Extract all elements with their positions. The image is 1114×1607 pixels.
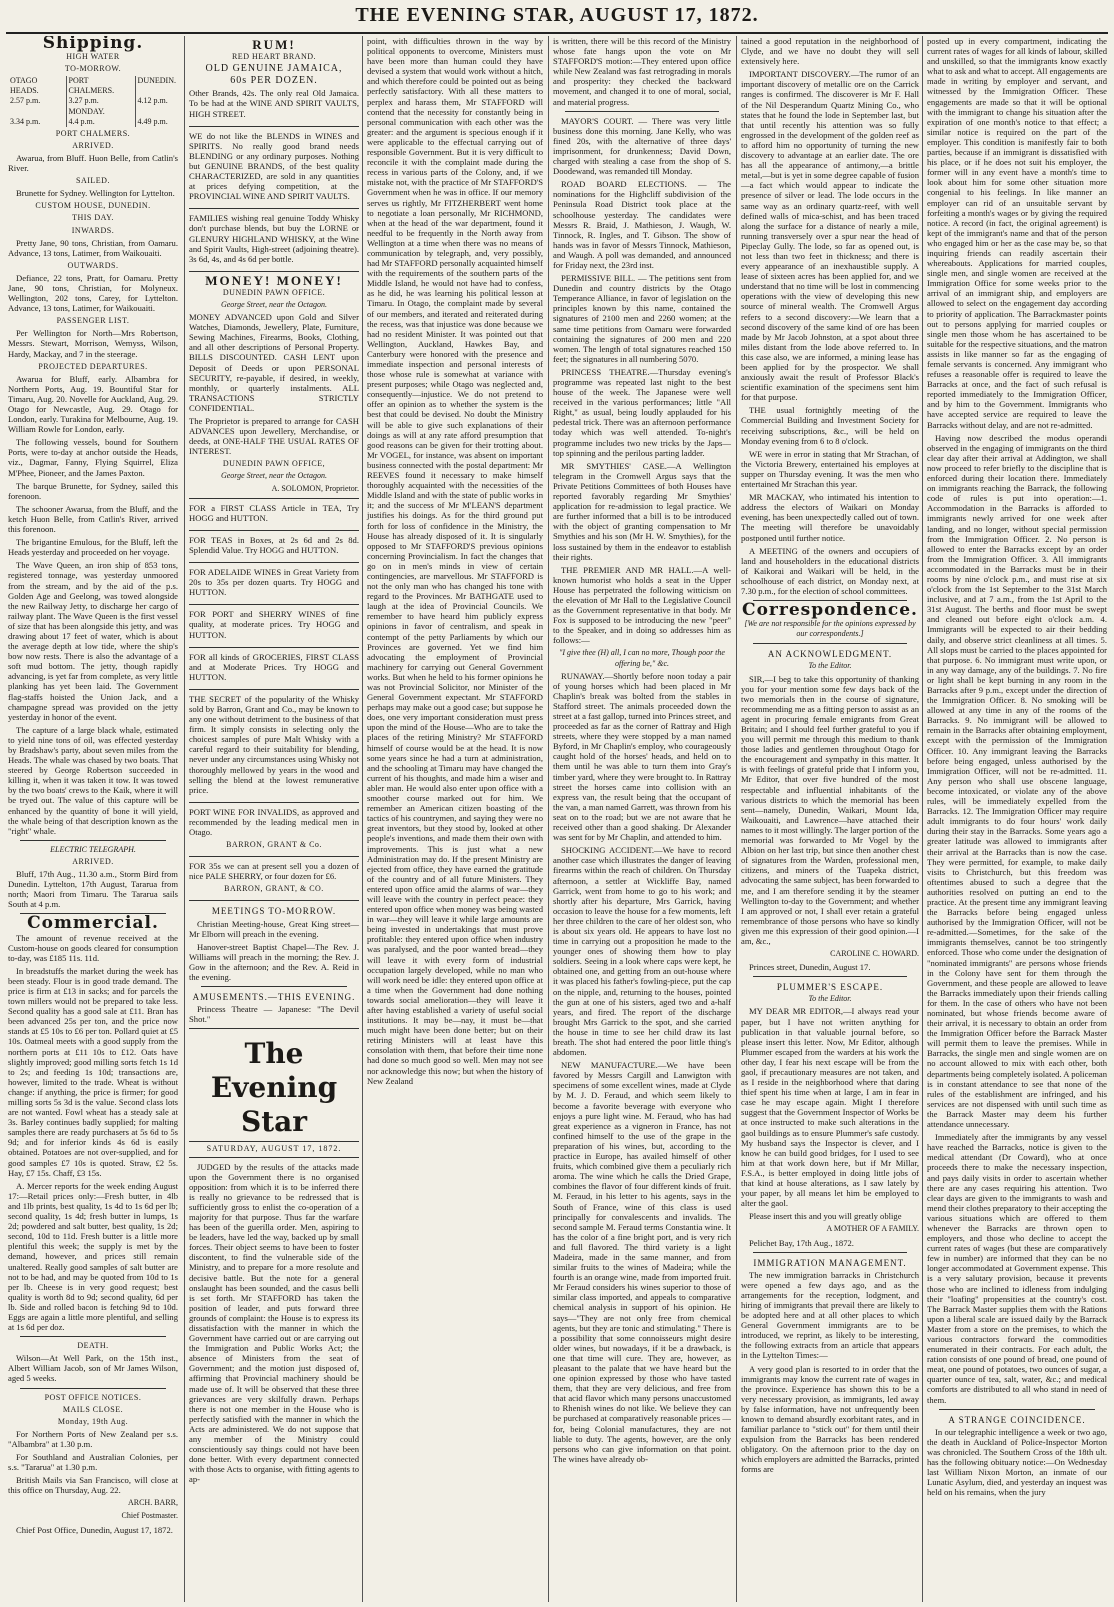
families-advertisement — [189, 213, 359, 271]
divider — [753, 976, 907, 977]
news-item: MR MACKAY, who intimated his intention to address the electors of Waikari on Monday evening, has been unexpectedly called out of town. The meeting will therefore be unavoidably postponed until further notice. — [741, 492, 919, 543]
hogg-hutton-advertisement — [189, 652, 359, 690]
immigration-text-continued: posted up in every compartment, indicating the current rates of wages for all kinds of labour, skilled and unskilled, so that the immigrants know exactly what to ask and what to accept. All engagements are made in writing by employer and servant, and witnessed by the Immigration Officer. These engagements are made so that it will be optional with the immigrant to change his situation after the expiration of one month's notice to that effect; a similar notice is required on the part of the employer. This condition is manifestly fair to both parties, because if an immigrant is dissatisfied with his place, or if he does not suit his employer, the former will in any event have a month's time to look about him for some other situation more congenial to his feelings. In like manner an employer can rid of an unsuitable servant by forfeiting a month's wages or by giving the required notice. A record (in fact, the original agreement) is kept of the immigrant's name and that of the person who engaged him or her as the case may be, so that inquiring friends can readily ascertain their whereabouts. Applications for married couples, single men, and single women are received at the Immigration Office for some weeks prior to the arrival of an immigrant ship, and employers are allowed to select on the engagement day according to priority of application. The Barrackmaster points out to persons applying for married couples or single men those whom he has ascertained to be suitable for the respective situations, and the matron assists in like manner so far as the engaging of female servants is concerned. Any immigrant who refuses a reasonable offer is required to leave the Barracks at once, and the fact of such refusal is reported immediately to the Immigration Officer, and by him to the Government. Immigrants who have accepted service are required to leave the Barracks without delay, and are not re-admitted. — [927, 36, 1107, 430]
money-title: MONEY! MONEY! — [205, 272, 343, 288]
letter-text: MY DEAR MR EDITOR,—I always read your paper, but I have not written anything for publication in that valuable journal before, so please insert this letter. Now, Mr Editor, although Plummer escaped from the warders at his work the other day, I fear his next escape will be from the gaol, if precautionary measures are not taken, and as I reside in the neighborhood where that daring thief spent his time when at large, I am in fear in case he may escape again. Might I therefore suggest that the Government Inspector of Works be at once instructed to make such alterations in the gaol buildings as to ensure Plummer's safe custody. My husband says the Inspector is clever, and I know he can build good bridges, for I used to see him at that work down here, but if Mr Millar, F.S.A., is better employed in doing little jobs of that kind at house alterations, as I saw lately by your paper, by all means let him be employed to alter the gaol. — [741, 1006, 919, 1209]
newspaper-title: THE EVENING STAR, AUGUST 17, 1872. — [355, 4, 759, 26]
arrived-label: ARRIVED. — [72, 140, 114, 150]
death-text: Wilson—At Well Park, on the 15th inst., Albert William Jacob, son of Mr James Wilson, aged 5 weeks. — [8, 1353, 178, 1384]
ad-text: FOR all kinds of GROCERIES, FIRST CLASS and at Moderate Prices. Try HOGG and HUTTON. — [189, 651, 359, 682]
commercial-paragraph: In breadstuffs the market during the week has been steady. Flour is in good trade demand. The price is firm at £13 in sacks; and for parcels the town millers would not be prepared to take less. Second quality has a good sale at £11. Bran has been advanced 25s per ton, and the price now stands at £5 10s to £6 per ton. Pollard quiet at £5 10s. Oatmeal meets with a good supply from the northern ports at £11 10s to £12. Oats have slightly improved; good milling sorts fetch 1s 1d to 2s; and feeding 1s 10d; transactions are, however, limited to the trade. Wheat is without change: if anything, the price is firmer; for good milling sorts 5s 3d is the value. Second class lots are not wanted. Fowl wheat has a steady sale at 3s. Barley continues badly supplied; for malting samples there are ready purchasers at 5s 6d to 5s 9d; and for inferior kinds 4s 6d is easily obtained. Potatoes are not over-supplied, and for good samples £7 10s is quoted. Straw, £2 5s. Hay, £7 15s. Chaff, £3 15s. — [8, 965, 178, 1178]
shipping-paragraph: The brigantine Emulous, for the Bluff, left the Heads yesterday and proceeded on her voyage. — [8, 537, 178, 558]
shipping-paragraph: The schooner Awarua, from the Bluff, and the ketch Huon Belle, from Catlin's River, arrived this forenoon. — [8, 503, 178, 535]
post-text: For Northern Ports of New Zealand per s.s. "Albambra" at 1.30 p.m. — [8, 1428, 178, 1449]
plummer-heading: PLUMMER'S ESCAPE. — [776, 982, 884, 993]
ad-text: THE SECRET of the popularity of the Whisky sold by Barron, Grant and Co., may be known to any one without detriment to the business of that firm. It simply consists in selecting only the choicest samples of pure Malt Whisky with a careful regard to their suitability for blending, never under any circumstances using Whisky not thoroughly mellowed by years in the wood and selling the blend at the lowest remunerative price. — [189, 693, 359, 795]
divider — [565, 111, 719, 112]
post-signature: ARCH. BARR, — [127, 1498, 178, 1508]
post-signature-place: Chief Post Office, Dunedin, August 17, 1872. — [16, 1524, 173, 1535]
sailed-text: Brunette for Sydney. Wellington for Lyttelton. — [16, 188, 175, 199]
tide-header: PORT CHALMERS. — [66, 76, 135, 96]
pawn-advertisement — [189, 272, 359, 499]
pawn-signature-address: George Street, near the Octagon. — [220, 471, 328, 481]
ad-text: FOR a FIRST CLASS Article in TEA, Try HOGG and HUTTON. — [189, 502, 359, 523]
to-editor-label: To the Editor. — [808, 994, 852, 1004]
column-3 — [362, 36, 547, 1602]
passenger-text: Per Wellington for North—Mrs Robertson, Messrs. Stewart, Morrison, Wemyss, Wilson, Hardy, Mackay, and 7 in the steerage. — [8, 328, 178, 359]
news-item-continued: tained a good reputation in the neighborhood of Clyde, and we have no doubt they will sell extensively here. — [741, 36, 919, 67]
outwards-text: Defiance, 22 tons, Pratt, for Oamaru. Pretty Jane, 90 tons, Christian, for Molyneux. Wellington, 202 tons, Carey, for Lyttelton. Advance, 13 tons, Latimer, for Waikouaiti. — [8, 272, 178, 314]
shipping-paragraph: The Wave Queen, an iron ship of 853 tons, registered tonnage, was yesterday unmoored from the stream, and by the aid of the p.s. Golden Age and Geelong, was towed alongside the new Railway Jetty, to discharge her cargo of railway plant. The Wave Queen is the first vessel of size that has been alongside this jetty, and was drawing about 17 feet of water, which is about the average depth at low tide, where the ship's bow now rests. There is also the advantage of a soft mud bottom. The jetty, though rapidly advancing, is yet far from complete, as very little planking has yet been laid. The Government flag-staffs hoisted the Union Jack, and a champagne spread was provided on the jetty yesterday in honor of the event. — [8, 560, 178, 722]
commercial-paragraph: A. Mercer reports for the week ending August 17:—Retail prices only:—Fresh butter, in 4lb and 1lb prints, best quality, 1s 4d to 1s 6d per lb; second quality, 1s 4d; fresh butter in lumps, 1s 2d; powdered and salt butter, best quality, 1s 2d; second, 10d to 11d. Fresh butter is a little more plentiful this week; the supply is met by the demand, however, and prices still remain unaltered. Really good samples of salt butter are not to be had, and may be quoted from 10d to 1s per lb. Cheese is in very good request; best quality is worth 8d to 9d; second quality, 6d per lb. Side and rolled bacon is fetching 9d to 10d. Eggs are again a little more plentiful, and selling at 1s 6d per doz. — [8, 1180, 178, 1333]
post-date: Monday, 19th Aug. — [57, 1416, 129, 1426]
leader-article-continued: point, with difficulties thrown in the way by political opponents to overcome, Ministers must have been more than human could they have devised a system that would work without a hitch, and which therefore could be pointed out as being perfectly satisfactory. With all these matters to perplex and harass them, Mr STAFFORD will contend that the necessity for constantly being in personal communication with each other was the greater: and the argument is specious enough if it were applicable to the effectual carrying out of responsible Government. But it is very difficult to reconcile it with the complaint made during the recess in various parts of the Colony, and, if we mistake not, with the practice of Mr STAFFORD'S Government when he was in office. If our memory serves us rightly, Mr FITZHERBERT went home to negotiate a loan personally, Mr RICHMOND, when at the head of the war department, found it needful to be frequently in the North away from Wellington at a time when there was no means of communication by telegraph, and, very possibly, had Mr STAFFORD personally acquainted himself with the requirements of the southern parts of the Middle Island, he would not have had to confess, as he did, he was learning his political lesson at Timaru. In Otago, the complaint made by several of our members, and iterated and reiterated during the recess, was that injustice was done because we had no resident Minister. It was pointed out that Wellington, Auckland, Hawkes Bay, and Canterbury were honored with the presence and immediate inspection and personal interests of those whose rule is somewhat at variance with present purposes; while Otago was neglected and, consequently—injustice. We do not pretend to offer an opinion as to whether the system is the best that could be devised. No doubt the Ministry will be able to give such explanations of their doings as will at any rate afford presumption that good reasons can be given for their trotting about. Mr VOGEL, for instance, was absent on important business connected with the postal department: Mr REEVES found it necessary to make himself thoroughly acquainted with the necessities of the Middle Island and with the state of public works in it; and the success of Mr M'LEAN'S department justifies his doings. As for the third ground put forth for loss of confidence in the Ministry, the House has already disposed of it. It is singularly opposed to Mr STAFFORD'S previous opinions concerning Provincialism. In fact the changes that go on in men's minds in view of certain contingencies, are marvellous. Mr STAFFORD is not the only man who has changed his tone with regard to the Provinces. Mr BATHGATE used to laugh at the idea of Provincial Councils. We remember to have heard him publicly express opinions in favor of centralism, and speak in contempt of the petty Parliaments by which our Provinces are governed. Yet we find him advocating the employment of Provincial machinery for carrying out General Government works. But when he held to his former opinions he was not Provincial Solicitor, nor Minister of the General Government expectant. Mr STAFFORD perhaps may make out a good case; but suppose he does, one very important consideration must press upon the mind of the House—Who are to take the places of the retiring Ministry? Mr STAFFORD himself of course would be at the head. It is now some years since he had a turn at administration, and the schooling at Timaru may have changed the current of his thoughts, and made him a wiser and abler man. He would also enter upon office with a smoother course marked out for him. We remember an American citizen boasting of the tactics of his countrymen, and saying they were no great inventors, but they stood by, looked at other people's inventions, and made them their own with improvements. This is just what a new Administration may do. If the present Ministry are ejected from office, they have earned the gratitude of the country and of all future Ministers. They entered upon office amid the alarms of war—they will leave with the country in perfect peace: they entered upon office when money was being wasted in war—they will leave it while large amounts are being invested in undertakings that must prove profitable: they entered upon office when industry was paralysed, and the poor wanted bread—they will leave it with every form of industrial occupation largely developed, while no man who will work need be idle: they entered upon office at a time when the Government had done nothing towards social amelioration—they will leave it after having established a variety of useful social institutions. It may be—nay, it must be—that much might have been done better; but on their retiring Ministers will at least have this consolation with them, that before their time none had done so much good so well. Men may not see nor acknowledge this now; but when the history of New Zealand — [367, 36, 543, 1086]
strange-coincidence-text: In our telegraphic intelligence a week or two ago, the death in Auckland of Police-Inspector Morton was chronicled. The Southern Cross of the 18th ult. has the following obituary notice:—On Wednesday last William Nixon Morton, an inmate of our Lunatic Asylum, died, and yesterday an inquest was held on his remains, when the jury — [927, 1426, 1107, 1498]
commercial-paragraph: The amount of revenue received at the Custom-house on goods cleared for consumption to-day, was £185 11s. 11d. — [8, 932, 178, 963]
ad-text: FOR ADELAIDE WINES in Great Variety from 20s to 35s per dozen quarts. Try HOGG and HUTTON. — [189, 567, 359, 598]
tide-cell: 2.57 p.m. — [10, 96, 41, 106]
ad-text: PORT WINE FOR INVALIDS, as approved and recommended by the leading medical men in Otago. — [189, 806, 359, 837]
rum-text: Other Brands, 42s. The only real Old Jamaica. To be had at the WINE AND SPIRIT VAULTS, HIGH STREET. — [189, 88, 359, 119]
blends-text: WE do not like the BLENDS in WINES and SPIRITS. No really good brand needs BLENDING or any ordinary purposes. Nothing but GENUINE BRANDS, of the best quality CHARACTERIZED, are sold in any quantities at prices defying competition, at the PROVINCIAL WINE AND SPIRIT VAULTS. — [189, 130, 359, 202]
news-item: WE were in error in stating that Mr Strachan, of the Victoria Brewery, entertained his employes at supper on Thursday evening. It was the men who entertained Mr Strachan this year. — [741, 448, 919, 490]
rum-subtitle: RED HEART BRAND. — [231, 52, 317, 62]
advertiser-name: BARRON, GRANT & Co. — [226, 840, 322, 850]
post-signature-title: Chief Postmaster. — [121, 1511, 178, 1521]
column-6 — [922, 36, 1107, 1602]
tide-header: OTAGO HEADS. — [10, 76, 39, 96]
verse-quote: "I give thee (H) all, I can no more, Though poor the offering be," &c. — [559, 648, 725, 668]
letter-signature: CAROLINE C. HOWARD. — [830, 949, 919, 959]
inwards-text: Pretty Jane, 90 tons, Christian, from Oamaru. Advance, 13 tons, Latimer, from Waikouaiti. — [8, 237, 178, 258]
news-item: RUNAWAY.—Shortly before noon today a pair of young horses which had been placed in Mr Chaplin's break was bolted from the stables in Stafford street. The animals proceeded down the street at a fast gallop, turned into Princes street, and proceeded as far as the corner of Rattray and High streets, where they were stopped by a man named Byford, in Mr Chaplin's employ, who courageously caught hold of the horses' heads, and held on to them until he was able to turn them into Gray's timber yard, where they were brought to. In Rattray street the horses came into collision with an express van, the result being that the occupant of the van, a man named Garrett, was thrown from his seat on to the road; but we are not aware that he received other than a good shaking. Dr Alexander was sent for by Mr Chaplin, and attended to him. — [553, 670, 731, 843]
this-day-label: THIS DAY. — [72, 213, 114, 223]
families-text: FAMILIES wishing real genuine Toddy Whisky don't purchase blends, but buy the LORNE or GLENURY HIGHLAND WHISKY, at the Wine and Spirit Vaults, High-street (adjoining theatre). 3s 6d, 4s, and 4s 6d per bottle. — [189, 213, 359, 264]
masthead-rule — [6, 32, 1108, 34]
inwards-label: INWARDS. — [71, 225, 115, 235]
pawn-proprietor: A. SOLOMON, Proprietor. — [271, 483, 359, 493]
rum-price: 60s PER DOZEN. — [230, 75, 318, 87]
port-wine-advertisement — [189, 807, 359, 857]
letter-signature: A MOTHER OF A FAMILY. — [826, 1224, 919, 1234]
divider — [20, 1336, 166, 1337]
hogg-hutton-advertisement — [189, 535, 359, 563]
meetings-heading: MEETINGS TO-MORROW. — [211, 906, 337, 917]
editorial-dateline: SATURDAY, AUGUST 17, 1872. — [189, 1141, 359, 1157]
sherry-advertisement — [189, 861, 359, 901]
to-editor-label: To the Editor. — [808, 661, 852, 671]
port-chalmers-heading: PORT CHALMERS. — [55, 128, 131, 138]
hogg-hutton-advertisement — [189, 567, 359, 605]
projected-label: PROJECTED DEPARTURES. — [38, 361, 148, 371]
meetings-text: Hanover-street Baptist Chapel—The Rev. J. Williams will preach in the morning; the Rev. J. Gow in the afternoon; and the Rev. A. Reid in the evening. — [189, 941, 359, 983]
whisky-advertisement — [189, 694, 359, 803]
sailed-label: SAILED. — [76, 176, 110, 186]
ad-text: FOR TEAS in Boxes, at 2s 6d and 2s 8d. Splendid Value. Try HOGG and HUTTON. — [189, 534, 359, 555]
death-heading: DEATH. — [77, 1341, 109, 1351]
meetings-text: Christian Meeting-house, Great King street—Mr Elborn will preach in the evening. — [189, 918, 359, 939]
letter-text: SIR,—I beg to take this opportunity of thanking you for your mention some few days back of the two memorials then in the course of signature, recommending me as a fitting person to assist as an agent in procuring female emigrants from Great Britain; and I should feel further grateful to you if you will permit me through this medium to thank those ladies and gentlemen throughout Otago for the encouragement and sympathy in this matter. It is with feelings of grateful pride that I inform you, Mr Editor, that over five hundred of the most respectable and influential inhabitants of the various districts to which the memorial has been sent—namely, Dunedin, Waikari, Mount Ida, Waikouaiti, and Lawrence—have attached their names to it most willingly. The larger portion of the memorial was forwarded to Mr Vogel by the Albion on her last trip, but since then another chest of signatures from the Warden, professional men, citizens, and miners of the Tuapeka district, advocating the same subject, has been forwarded to me, and I am therefore sending it by the steamer Wellington to-day to the Government; and whether I am approved or not, I shall ever retain a grateful remembrance of those persons who have so kindly given me this expression of their good opinion.—I am, &c., — [741, 673, 919, 946]
post-text: For Southland and Australian Colonies, per s.s. "Tararua" at 1.30 p.m. — [8, 1452, 178, 1473]
commercial-heading: Commercial. — [27, 913, 159, 934]
evening-star-nameplate: The Evening Star — [210, 1037, 338, 1139]
shipping-heading: Shipping. — [42, 36, 144, 53]
pawn-subtitle: George Street, near the Octagon. — [220, 299, 328, 309]
tide-table — [8, 76, 178, 126]
divider — [753, 1252, 907, 1253]
rum-advertisement — [189, 37, 359, 127]
pawn-text-2: The Proprietor is prepared to arrange for CASH ADVANCES upon Jewellery, Merchandise, or deeds, at ONE-HALF THE USUAL RATES OF INTEREST. — [189, 416, 359, 457]
letter-signature-place: Pelichet Bay, 17th Aug., 1872. — [749, 1237, 854, 1248]
hogg-hutton-advertisement — [189, 503, 359, 531]
newspaper-page — [8, 36, 1106, 1602]
passenger-list-label: PASSENGER LIST. — [56, 316, 130, 326]
immigration-heading: IMMIGRATION MANAGEMENT. — [753, 1257, 907, 1268]
strange-coincidence-heading: A STRANGE COINCIDENCE. — [948, 1414, 1086, 1425]
divider — [201, 986, 347, 987]
letter-signature-place: Princes street, Dunedin, August 17. — [749, 962, 871, 973]
divider — [20, 840, 166, 841]
divider — [753, 643, 907, 644]
news-item: PRINCESS THEATRE.—Thursday evening's programme was repeated last night to the best house of the week. The Japanese were well received in the various performances; little "All Right," as usual, being loudly applauded for his pedestal trick. There was an afternoon performance today which was well attended. To-night's programme includes two new tricks by the Japs—top spinning and the perilous parting ladder. — [553, 366, 731, 458]
news-item: THE usual fortnightly meeting of the Commercial Building and Investment Society for receiving subscriptions, &c., will be held on Monday evening from 6 to 8 o'clock. — [741, 405, 919, 446]
masthead — [0, 0, 1114, 30]
tide-cell: 4.4 p.m. — [66, 117, 135, 127]
ad-text: FOR PORT and SHERRY WINES of fine quality, at moderate prices. Try HOGG and HUTTON. — [189, 609, 359, 640]
news-item: NEW MANUFACTURE.—We have been favored by Messrs Cargill and Lanwigton with specimens of some excellent wines, made at Clyde by M. J. D. Feraud, and which seem likely to become a favorite beverage with everyone who enjoys a pure light wine. M. Feraud, who has had great experience as a vigneron in France, has not confined himself to the use of the grape in the preparation of his wines, but, according to the practice in Europe, has availed himself of other fruits, which combined give them a peculiarly rich aroma. The wine which he calls the Dried Grape, combines the flavor of four different kinds of fruit. M. Feraud, in his letter to his agents, says in the South of France, wine of this class is used principally for convalescents and invalids. The second sample M. Feraud terms Constantia wine. It has the color of a fine bright port, and is very rich and full flavored. The third variety is a light Madeira, made in the same manner, and from similar fruits to the wines of Madeira; while the fourth is an orange wine, made from imported fruit. Mr Feraud considers his wines superior to those of similar class imported, and appeals to comparative chemical analysis in support of his opinion. He says—"They are not only free from chemical agents, but they are tonic and stimulating." There is a possibility that some connoisseurs might desire older wines, but nowadays, if it be a drawback, is one that time will cure. They are, however, as pleasant to the palate that we have heard but the one opinion expressed by those who have tasted them, that they are very delicious, and free from that acid flavor which many persons unaccustomed to Rhenish wines do not like. We believe they can be purchased at comparatively reasonable prices —for, being Colonial manufactures, they are not liable to duty. The agents, however, are the only persons who can give information on that point. The wines have already ob- — [553, 1060, 731, 1464]
tide-cell: 3.27 p.m. — [66, 96, 135, 106]
news-item: MR SMYTHIES' CASE.—A Wellington telegram in the Cromwell Argus says that the Private Petitions Committees of both Houses have reported favorably regarding Mr Smythies' application for re-admission to legal practice. We are further informed that a bill is to be introduced with the object of granting compensation to Mr Smythies and his son (Mr H. W. Smythies), for the loss sustained by them in the endeavor to establish their rights. — [553, 460, 731, 562]
disclaimer: [We are not responsible for the opinions expressed by our correspondents.] — [744, 619, 916, 639]
divider — [189, 1028, 359, 1029]
leader-article: JUDGED by the results of the attacks made upon the Government there is no organised opposition: from which it is to be inferred there is really no grievance to be redressed that is sufficiently gross to enlist the co-operation of a majority for that purpose. Thus far the warfare has been of the guerilla order. Men, aspiring to be leaders, have led the way, backed up by small forces. Their object seems to have been to foster discontent, to find the vulnerable side of the Ministry, and to prepare for a more resolute and decisive battle. But the note for a general onslaught has been sounded, and the casus belli is set forth. Mr STAFFORD has taken the position of leader, and puts forward three grounds of complaint: the House is to express its dissatisfaction with the manner in which the Government have carried out or are carrying out the Immigration and Public Works Act; the absence of Ministers from the seat of Government; and the motion just disposed of, affirming that Provincial machinery should be made use of. It will be observed that these three grievances are very skilfully drawn. Perhaps there is not one member in the House who is perfectly satisfied with the manner in which the Acts are administered. We do not suppose that any member of the Ministry could conscientiously say things could not have been done better. With every department connected with those Acts to organise, with fitting agents to ap- — [189, 1161, 359, 1485]
shipping-paragraph: The capture of a large black whale, estimated to yield nine tons of oil, was effected yesterday by Bradshaw's party, about seven miles from the Heads. The whale was chased by two boats. That steered by George Robertson succeeded in killing it, when it was taken it tow. It was towed by the two boats' crews to the Kaik, where it will be tryed out. The value of this capture will be enhanced by the quantity of bone it will yield, the whale being of that description known as the "right" whale. — [8, 724, 178, 836]
post-office-heading: POST OFFICE NOTICES. — [44, 1392, 142, 1402]
pawn-title: DUNEDIN PAWN OFFICE. — [222, 287, 326, 297]
news-item: MAYOR'S COURT. — There was very little business done this morning. Jane Kelly, who was fined 20s, with the alternative of three days' imprisonment, for drunkenness; David Down, charged with stealing a case from the shop of S. Doodewand, was remanded till Monday. — [553, 115, 731, 177]
column-2 — [184, 36, 363, 1602]
column-4 — [548, 36, 735, 1602]
telegraph-arrived-label: ARRIVED. — [72, 856, 114, 866]
letter-text: Please insert this and you will greatly oblige — [749, 1211, 902, 1222]
blends-advertisement — [189, 131, 359, 210]
immigration-text: Immediately after the immigrants by any vessel have reached the Barracks, notice is given to the medical attendant (Dr Coward), who at once proceeds there to make the necessary inspection, and pays daily visits in order to ascertain whether there are any cases requiring his attention. Two clear days are given to the immigrants to wash and mend their clothes preparatory to their accepting the various situations which are offered to them whenever the Barracks are thrown open to employers, and those who decline to accept the current rates of wages (but these are comparatively few in number) are informed that they can be no longer accommodated at Government expense. This is a very salutary provision, because it prevents those who are inclined to idleness from indulging their "loafing" propensities at the country's cost. The Barrack Master supplies them with the Rations upon a liberal scale are issued daily by the Barrack Master from a store on the premises, to which the various contractors forward the commodities enumerated in their contracts. For each adult, the ration consists of one pound of bread, one pound of meat, one pound of potatoes, two ounces of sugar, a quarter ounce of tea, salt, water, &c.; and medical comforts are distributed to all who stand in need of them. — [927, 1132, 1107, 1405]
news-item: SHOCKING ACCIDENT.—We have to record another case which illustrates the danger of leaving firearms within the reach of children. On Thursday afternoon, a settler at Wickliffe Bay, named Garrick, went from home to go to his work; and shortly after his departure, Mrs Garrick, having occasion to leave the house for a few moments, left her three children to the care of her oldest son, who is about six years old. He appears to have lost no time in carrying out a proposition he made to the younger ones of showing them how to play soldiers. Seeing in a look where caps were kept, he obtained one, and getting from an out-house where it was placed his father's fowling-piece, put the cap on the nipple, and, returning to the houses, pointed the gun at one of his sisters, aged two and a-half years, and fired. The report of the discharge brought Mrs Garrick to the spot, and she carried the house in time to see her child draw its last breath. The shot had entered the poor little thing's abdomen. — [553, 845, 731, 1058]
arrived-text: Awarua, from Bluff. Huon Belle, from Catlin's River. — [8, 152, 178, 174]
news-item: ROAD BOARD ELECTIONS. — The nominations for the Highcliff subdivision of the Peninsula Road District took place at the schoolhouse yesterday. The candidates were Messrs R. Braid, J. Mathieson, J. Waugh, W. Tinnock, R. Ingles, and T. Gibson. The show of hands was in favor of Messrs Tinnock, Mathieson, and Waugh. A poll was demanded, and announced for Friday next, the 23rd inst. — [553, 179, 731, 270]
immigration-text: A very good plan is resorted to in order that the immigrants may know the current rate of wages in the province. Experience has shown this to be a very necessary provision, as immigrants, led away by false information, have not unfrequently been known to demand absurdly exorbitant rates, and in familiar parlance to "stick out" for them until their expulsion from the Barracks has been rendered obligatory. On the afternoon prior to the day on which employers are admitted the Barracks, printed forms are — [741, 1363, 919, 1475]
rum-headline: OLD GENUINE JAMAICA, — [205, 63, 343, 75]
advertiser-name: BARRON, GRANT, & CO. — [224, 884, 324, 894]
outwards-label: OUTWARDS. — [67, 260, 119, 270]
tide-cell: 3.34 p.m. — [10, 116, 41, 126]
projected-text: Awarua for Bluff, early. Albambra for Northern Ports, Aug. 19. Bountiful Star for Timaru, Aug. 20. Novelle for Auckland, Aug. 29. Otago for Newcastle, Aug. 29. Otago for London, early. Turakina for Melbourne, Aug. 19. William Rowle for London, early. — [8, 373, 178, 435]
news-item: THE PREMIER AND MR HALL.—A well-known humorist who holds a seat in the Upper House has perpetrated the following witticism on the elevation of Mr Hall to the Legislative Council as the Government representative in that body. Mr Fox is supposed to be introducing the new "peer" to the Speaker, and in doing so addresses him as follows:— — [553, 564, 731, 646]
tide-header: DUNEDIN. — [135, 76, 178, 96]
ad-text: FOR 35s we can at present sell you a dozen of nice PALE SHERRY, or four dozen for £6. — [189, 861, 359, 882]
column-5 — [736, 36, 923, 1602]
column-1 — [8, 36, 182, 1602]
news-item: A MEETING of the owners and occupiers of land and householders in the educational districts of Kaikorai and Waikari will be held, in the schoolhouse of each district, on Monday next, at 7.30 p.m., for the election of school committees. — [741, 545, 919, 596]
post-text: British Mails via San Francisco, will close at this office on Thursday, Aug. 22. — [8, 1475, 178, 1496]
shipping-paragraph: The barque Brunette, for Sydney, sailed this forenoon. — [8, 480, 178, 501]
divider — [939, 1409, 1095, 1410]
rum-title: RUM! — [252, 37, 296, 52]
tide-cell: 4.12 p.m. — [135, 96, 178, 106]
custom-house-heading: CUSTOM HOUSE, DUNEDIN. — [35, 201, 151, 211]
acknowledgment-heading: AN ACKNOWLEDGMENT. — [767, 649, 893, 660]
correspondence-heading: Correspondence. — [742, 600, 918, 621]
shipping-paragraph: The following vessels, bound for Southern Ports, were to-day at anchor outside the Heads, viz., Dagmar, Fanny, Flying Squirrel, Eliza M'Phee, Pioneer, and the James Paxton. — [8, 437, 178, 478]
immigration-text: Having now described the modus operandi observed in the engaging of immigrants on the third clear day after their arrival at Addington, we shall now proceed to refer briefly to the discipline that is enforced during their location there. Immediately on immigrants reaching the Barrack, the following code of rules is put into operation:—1. Accommodation in the Barracks is afforded to immigrants newly arrived for one week after landing, and no longer, without special permission from the Immigration Officer. 2. No person is allowed to enter the Barracks except by an order from the Immigration Officer. 3. All immigrants accommodated in the Barracks must be in their rooms by nine o'clock p.m., and must rise at six o'clock from the 1st September to the 31st March inclusive, and at 7 a.m., from the 1st April to the 31st August. The berths and floor must be swept and cleaned out before eight o'clock a.m. 4. Immigrants will be expected to air their bedding daily, and observe strict cleanliness at all times. 5. All slops must be carried to the places appointed for that purpose. 6. No immigrant must write upon, or in any way damage, any of the buildings. 7. No fire or light shall be kept burning in any room in the Barracks after 9 p.m., except under the direction of the Immigration Officer. 8. No smoking will be allowed at any time in any of the rooms of the Barracks. 9. No immigrant will be allowed to remain in the Barracks after obtaining employment, except with the permission of the Immigration Officer. 10. Any immigrant leaving the Barracks before being engaged, unless authorised by the Immigration Officer, will not be re-admitted. 11. Any person who shall use obscene language, become intoxicated, or violate any of the above rules, will be immediately expelled from the Barracks. 12. The Immigration Officer may require adult immigrants to do four hours' work daily during their stay in the Barracks. Some years ago a greater latitude was allowed to immigrants after their arrival at the Barracks than is now the case. They were permitted, for example, to make daily visits to Christchurch, but this freedom was oftentimes abused to such a degree that the authorities resolved on putting an end to the practice. At the present time any immigrant leaving the Barracks before being engaged unless authorised by the Immigration Officer, will not be re-admitted.—Sometimes, for the sake of the immigrants themselves, cannot be too stringently enforced. Those who come under the designation of "nominated immigrants" are persons whose friends in the Colony have sent for them through the Government, and these people are allowed to leave the Barracks immediately upon their friends calling for them. In the case of others who have not been nominated, but whose friends become aware of their arrival, it is necessary to obtain an order from the Immigration Officer before the Barrack Master will permit them to leave the premises. While in Barracks, the single men and single women are on no account allowed to mix with each other, both departments being completely isolated. A policeman is in constant attendance to see that none of the rules of the establishment are infringed, and his services are not dispensed with until such time as the Barrack Master may deem his further attendance unnecessary. — [927, 432, 1107, 1130]
hogg-hutton-advertisement — [189, 609, 359, 647]
news-item: IMPORTANT DISCOVERY.—The rumor of an important discovery of metallic ore on the Carrick ranges is confirmed. The discoverer is Mr F. Hall of the Nil Desperandum Quartz Mining Co., who states that he found the lode in September last, but that until recently his attention was so fully engrossed in the development of the golden reef as to afford him no opportunity of turning the new discovery to advantage at an earlier date. The ore has all the appearance of antimony,—a brittle metal,—but is yet in some degree capable of fusion—a fact which would appear to indicate the presence of silver or lead. The lode occurs in the same way as an ordinary quartz-reef, with well defined walls of mica-schist, and has been traced along the surface for a distance of nearly a mile, running transversely over a spur near the head of Pipeclay Gully. The lode, so far as opened out, is not less than two feet in thickness; and there is every appearance of an inexhaustible supply. A lease of sixteen acres has been applied for, and we understand that no time will be lost in commencing operations with the view of developing this new source of mineral wealth. The Cromwell Argus refers to a second discovery:—We learn that a second discovery of the same kind of ore has been made by Mr Jacob Johnston, at a spot about three miles distant from the lode above referred to. In this case also, we are informed, a mining lease has been applied for by the prospector. We shall anxiously await the result of Professor Black's scientific examination of the specimens sent him for that purpose. — [741, 69, 919, 403]
pawn-signature: DUNEDIN PAWN OFFICE, — [222, 459, 326, 469]
pawn-text: MONEY ADVANCED upon Gold and Silver Watches, Diamonds, Jewellery, Plate, Furniture, Sewing Machines, Firearms, Books, Clothing, and all other descriptions of Personal Property. BILLS DISCOUNTED. CASH LENT upon Deposit of Deeds or upon PERSONAL SECURITY, re-payable, if desired, in weekly, monthly, or quarterly instalments. ALL TRANSACTIONS STRICTLY CONFIDENTIAL. — [189, 312, 359, 413]
mails-close-label: MAILS CLOSE. — [62, 1404, 124, 1414]
news-item: PERMISSIVE BILL. — The petitions sent from Dunedin and country districts by the Otago Temperance Alliance, in favor of legislation on the principles known by this name, contained the signatures of 2100 men and 2260 women; at the same time petitions from Oamaru were forwarded containing the signatures of 200 men and 220 women. The length of total signatures reached 150 feet; the signatures in all numbering 5070. — [553, 273, 731, 364]
divider — [20, 1388, 166, 1389]
leader-article-end: is written, there will be this record of the Ministry whose fate hangs upon the vote on Mr STAFFORD'S motion:—They entered upon office while New Zealand was fast retrograding in morals and prosperity: they checked the backward movement, and changed it to one of moral, social, and material progress. — [553, 36, 731, 107]
monday-label: MONDAY. — [66, 107, 135, 117]
high-water-label: HIGH WATER — [66, 52, 120, 62]
tide-cell: 4.49 p.m. — [135, 117, 178, 127]
amusements-text: Princess Theatre — Japanese: "The Devil Shot." — [189, 1004, 359, 1025]
immigration-text: The new immigration barracks in Christchurch were opened a few days ago, and as the arrangements for the reception, lodgment, and hiring of immigrants that prevail there are likely to be adopted here and at all other places to which General Government immigrants are to be introduced, we reprint, as likely to be interesting, the following extracts from an article that appears in the Lyttelton Times:— — [741, 1269, 919, 1361]
telegraph-heading: ELECTRIC TELEGRAPH. — [50, 844, 136, 854]
telegraph-text: Bluff, 17th Aug., 11.30 a.m., Storm Bird from Dunedin. Lyttelton, 17th August, Tararua from north; Maori from Timaru. The Tararua sails South at 4 p.m. — [8, 869, 178, 910]
amusements-heading: AMUSEMENTS.—THIS EVENING. — [192, 992, 356, 1003]
tomorrow-label: TO-MORROW. — [64, 64, 122, 74]
